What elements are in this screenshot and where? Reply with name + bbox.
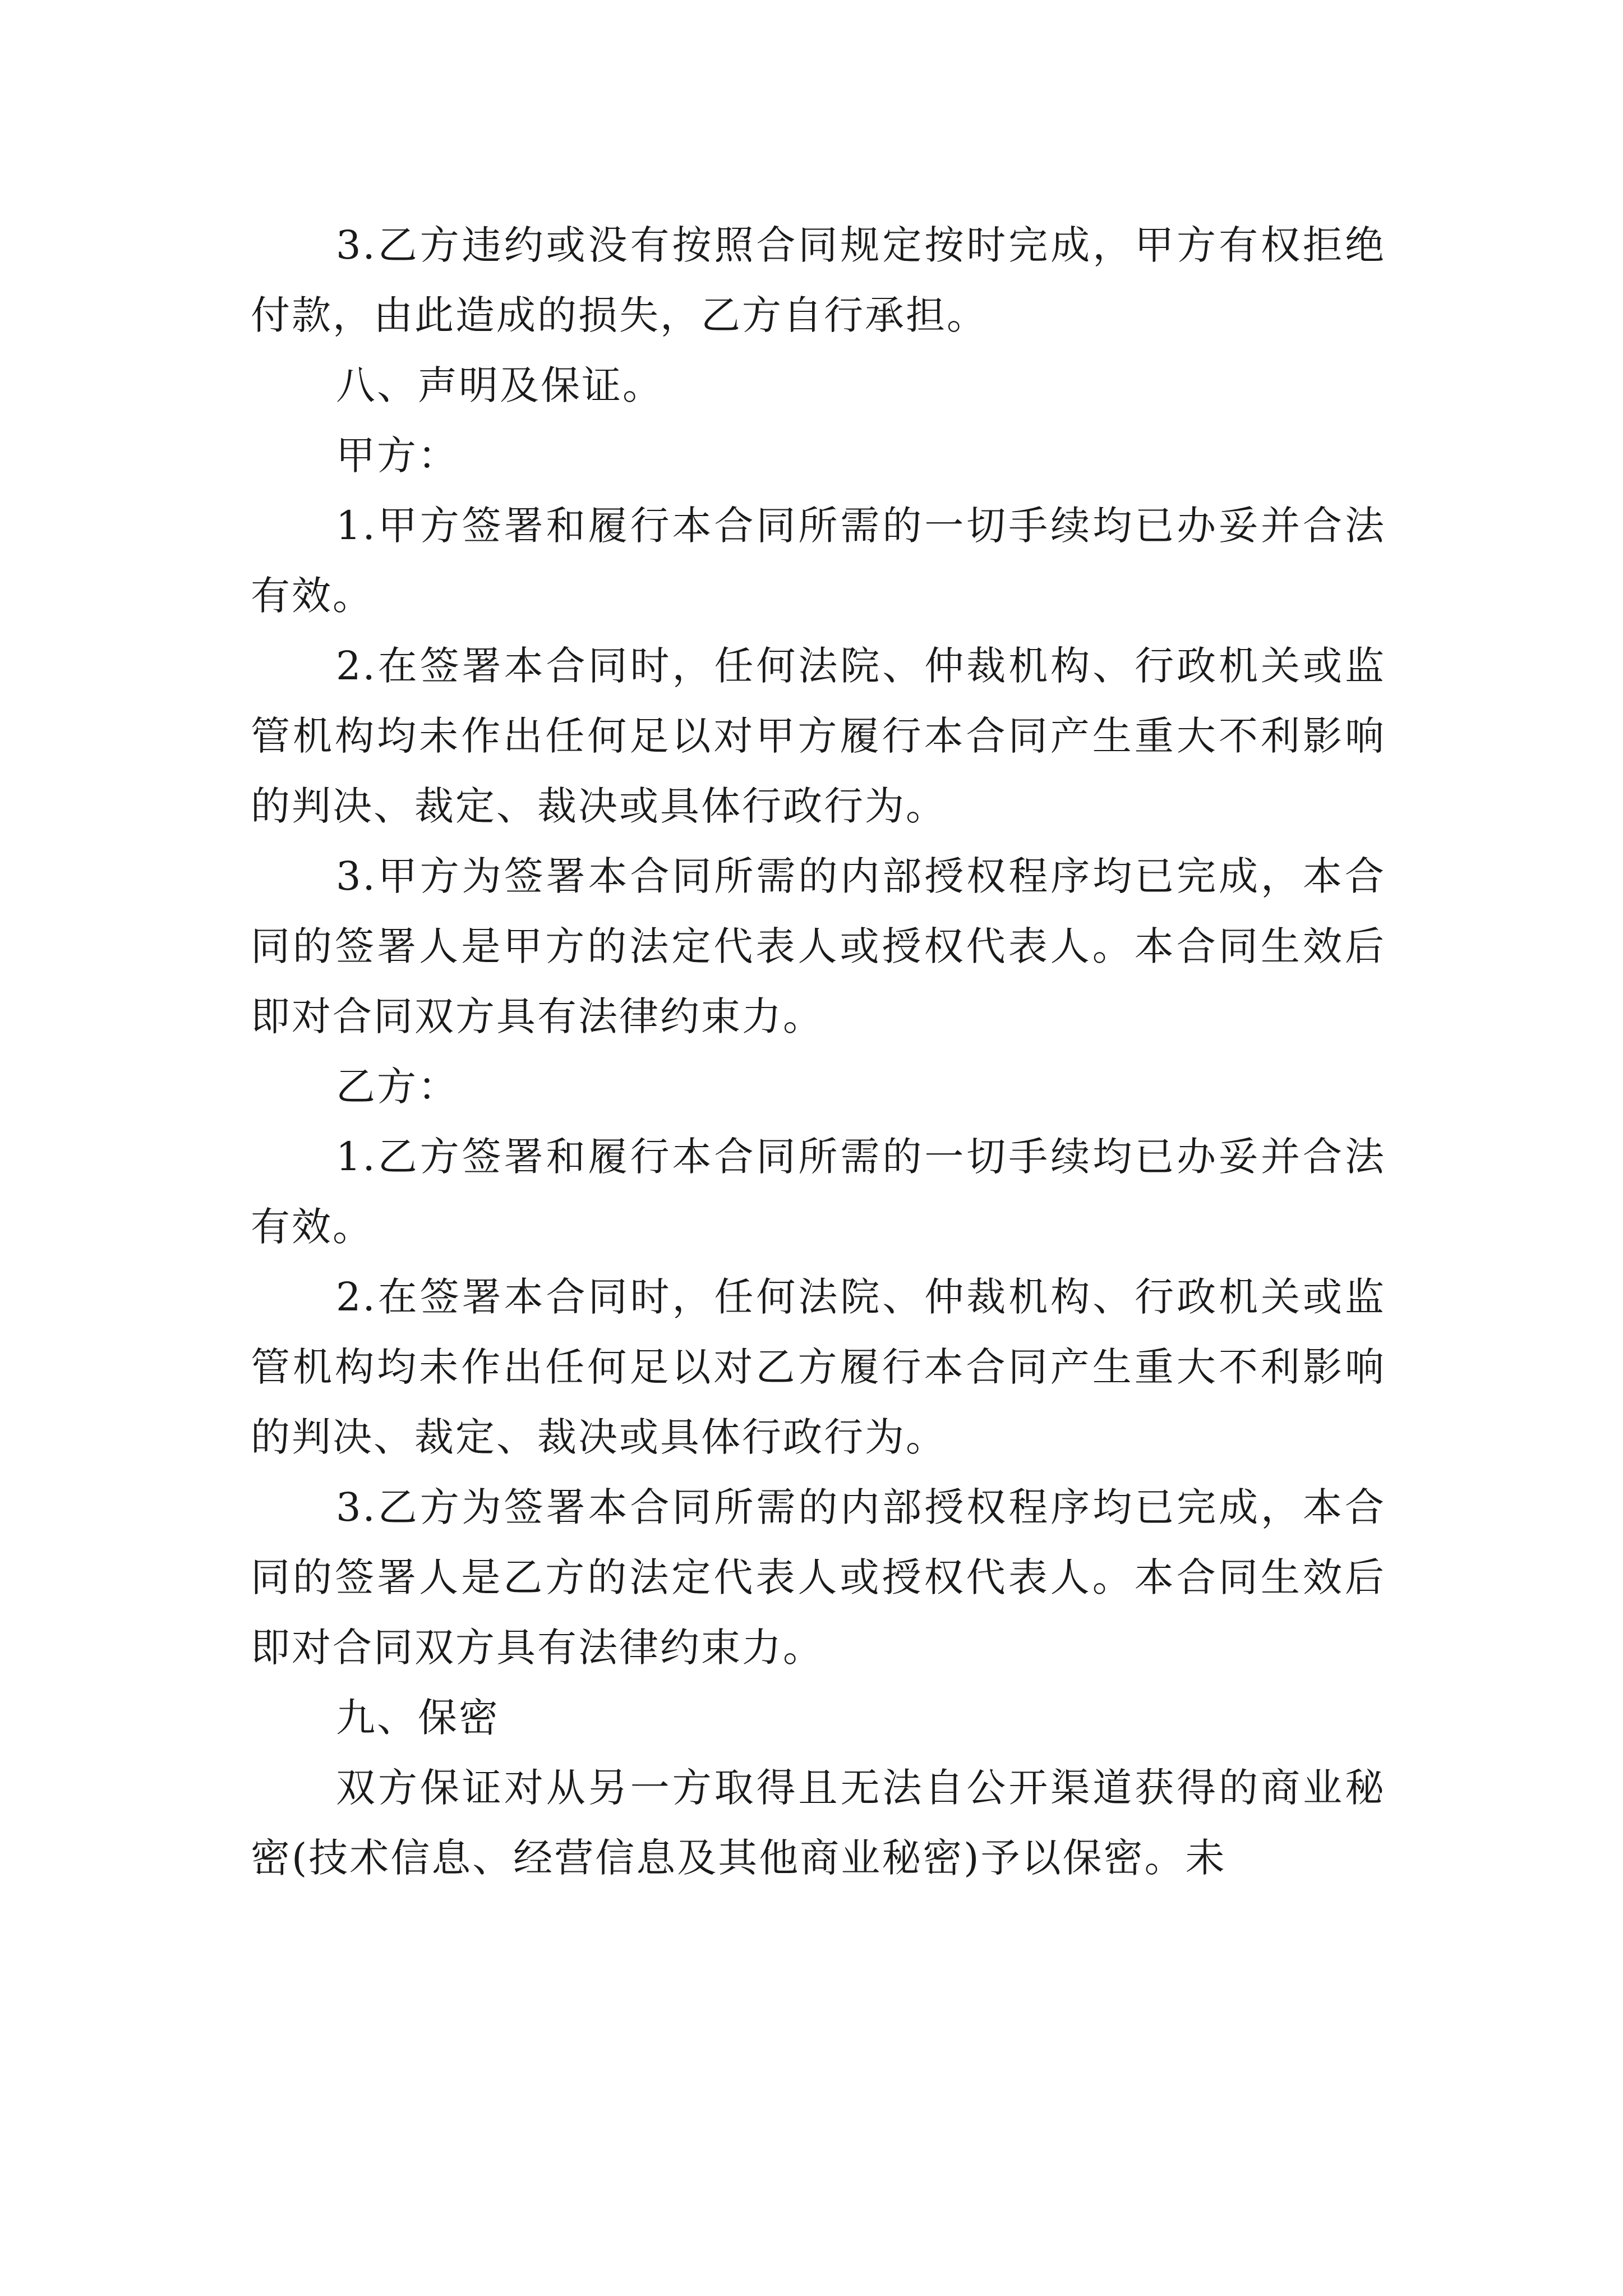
party-a-item-3: 3.甲方为签署本合同所需的内部授权程序均已完成，本合同的签署人是甲方的法定代表人或授权代表人。本合同生效后即对合同双方具有法律约束力。 <box>251 853 1386 1039</box>
party-b-item-2: 2.在签署本合同时，任何法院、仲裁机构、行政机关或监管机构均未作出任何足以对乙方履行本合同产生重大不利影响的判决、裁定、裁决或具体行政行为。 <box>251 1274 1386 1460</box>
document-body <box>251 210 1386 1893</box>
section-heading-confidentiality: 九、保密 <box>336 1695 500 1741</box>
party-b-heading: 乙方： <box>336 1064 459 1110</box>
section-heading-declarations: 八、声明及保证。 <box>336 362 663 408</box>
clause-seven-item-3: 3.乙方违约或没有按照合同规定按时完成，甲方有权拒绝付款，由此造成的损失，乙方自行承担。 <box>251 222 1386 338</box>
party-b-item-3: 3.乙方为签署本合同所需的内部授权程序均已完成，本合同的签署人是乙方的法定代表人或授权代表人。本合同生效后即对合同双方具有法律约束力。 <box>251 1484 1386 1671</box>
confidentiality-paragraph: 双方保证对从另一方取得且无法自公开渠道获得的商业秘密(技术信息、经营信息及其他商业秘密)予以保密。未 <box>251 1765 1386 1881</box>
party-a-item-1: 1.甲方签署和履行本合同所需的一切手续均已办妥并合法有效。 <box>251 503 1386 619</box>
party-a-heading: 甲方： <box>336 432 459 478</box>
party-a-item-2: 2.在签署本合同时，任何法院、仲裁机构、行政机关或监管机构均未作出任何足以对甲方履行本合同产生重大不利影响的判决、裁定、裁决或具体行政行为。 <box>251 643 1386 829</box>
party-b-item-1: 1.乙方签署和履行本合同所需的一切手续均已办妥并合法有效。 <box>251 1134 1386 1250</box>
